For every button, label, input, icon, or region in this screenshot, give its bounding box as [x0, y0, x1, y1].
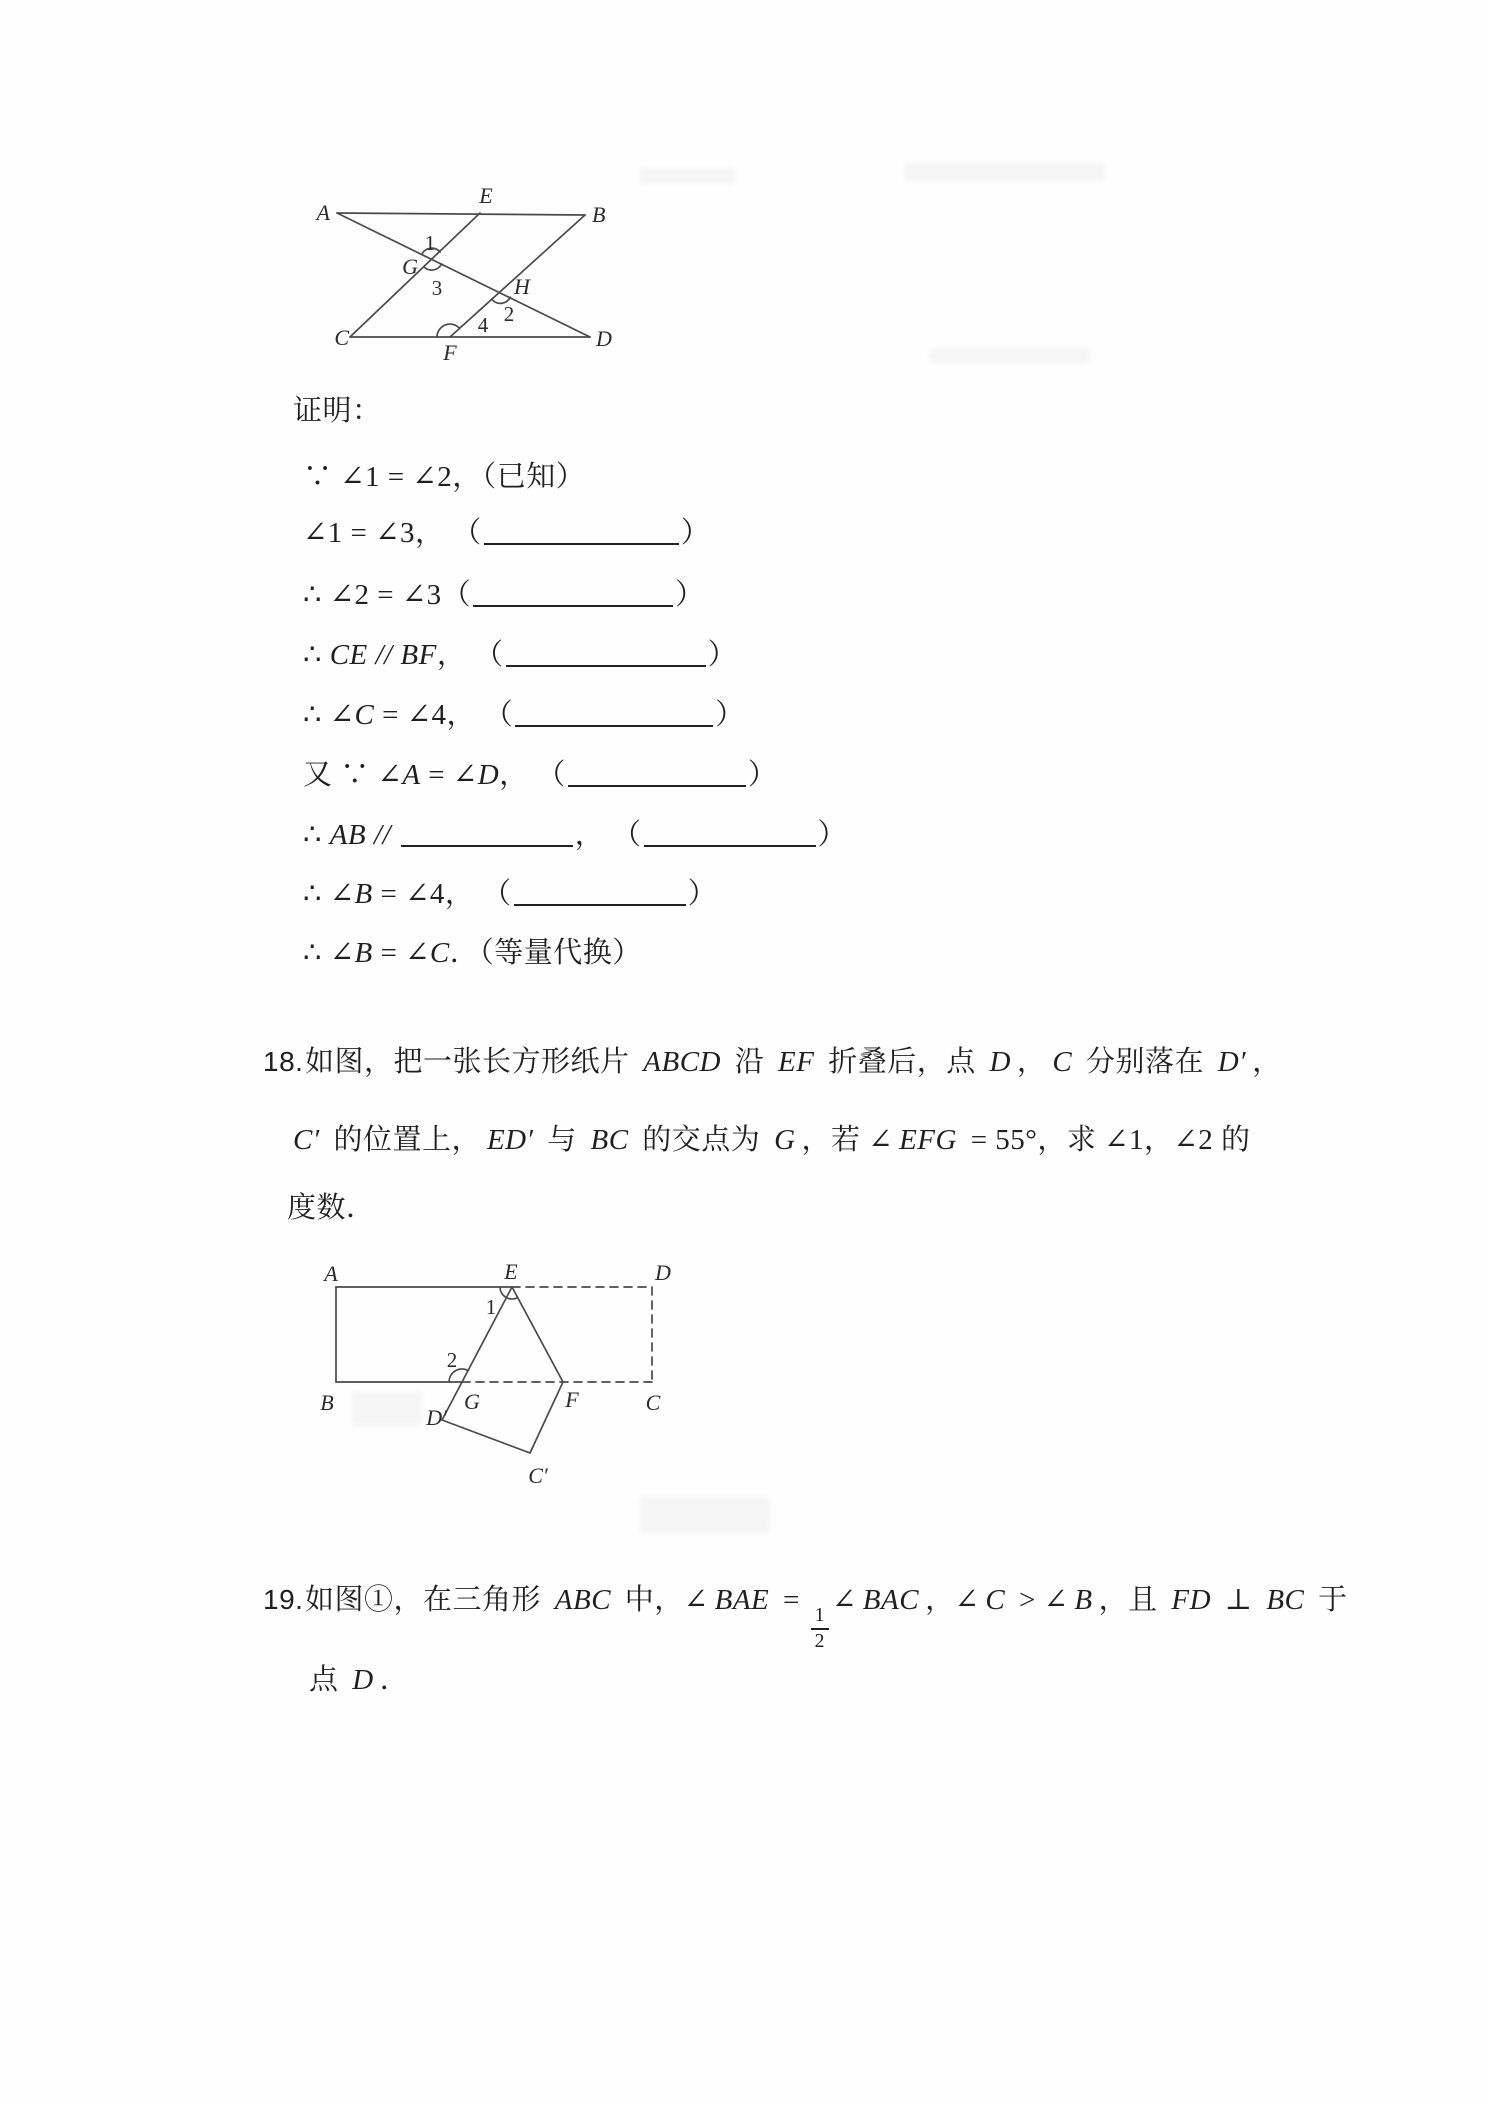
- proof-line-5: [303, 692, 745, 733]
- text-segment: ED′: [486, 1124, 534, 1156]
- proof-line-7: [303, 812, 847, 853]
- text-segment: ）: [707, 639, 738, 671]
- problem-19-line-2: [263, 1660, 409, 1700]
- text-segment: = 55°，求 ∠1，∠2 的: [962, 1124, 1251, 1156]
- blank-line: [473, 575, 673, 607]
- blank-line: [401, 815, 573, 847]
- text-segment: ，: [1016, 1046, 1047, 1078]
- text-segment: ∴: [303, 639, 330, 671]
- label-angle-1: 1: [424, 231, 436, 255]
- text-segment: ∴ ∠: [303, 937, 355, 969]
- text-segment: ∴ ∠2 = ∠3（: [303, 579, 472, 611]
- text-segment: 度数．: [287, 1192, 376, 1224]
- text-segment: 沿: [726, 1046, 772, 1078]
- text-segment: ∠1 = ∠3， （: [303, 517, 482, 549]
- blank-line: [514, 874, 686, 906]
- proof-block: [293, 378, 1113, 988]
- text-segment: ABCD: [643, 1046, 721, 1078]
- text-segment: BAC: [862, 1584, 920, 1616]
- text-segment: 分别落在: [1078, 1046, 1212, 1078]
- text-segment: B: [354, 937, 373, 969]
- text-segment: C: [354, 699, 375, 731]
- problem-19: [263, 1580, 1353, 1720]
- text-segment: 如图，把一张长方形纸片: [305, 1046, 638, 1078]
- problem-19-text-1: [305, 1580, 1348, 1652]
- text-segment: ，: [1252, 1046, 1282, 1078]
- fraction: $\frac{1}{2}$: [811, 1606, 829, 1651]
- text-segment: 又 ∵ ∠: [303, 759, 403, 791]
- text-segment: = ∠4， （: [374, 699, 514, 731]
- text-segment: ，且: [1098, 1584, 1166, 1616]
- label-H: H: [514, 274, 530, 299]
- text-segment: 与: [539, 1124, 585, 1156]
- proof-line-2: [303, 510, 710, 551]
- label-angle-3: 3: [431, 276, 443, 300]
- text-segment: ）: [817, 819, 848, 851]
- label-D: D: [655, 1260, 671, 1285]
- label-B: B: [592, 202, 606, 227]
- label-C: C: [645, 1390, 661, 1415]
- label-F: F: [565, 1387, 579, 1412]
- text-segment: BC: [590, 1124, 629, 1156]
- text-segment: ， （: [436, 639, 504, 671]
- text-segment: ）: [715, 699, 745, 731]
- text-segment: = ∠: [420, 759, 478, 791]
- text-segment: ）: [747, 759, 778, 791]
- label-G: G: [464, 1389, 480, 1414]
- text-segment: ， （: [499, 759, 566, 791]
- scan-artifact: [640, 1497, 770, 1533]
- blank-line: [644, 815, 816, 847]
- problem-18-number: 18.: [263, 1046, 304, 1077]
- text-segment: D′: [1217, 1046, 1247, 1078]
- proof-line-4: [303, 632, 737, 673]
- text-segment: 的位置上，: [325, 1124, 481, 1156]
- problem-18-line-1: [263, 1042, 1282, 1082]
- text-segment: 于: [1310, 1584, 1348, 1616]
- label-C: C: [334, 325, 349, 350]
- blank-line: [568, 755, 746, 787]
- problem-18-line-3: [263, 1188, 376, 1228]
- proof-line-6: [303, 752, 777, 793]
- text-segment: ∴: [303, 819, 330, 851]
- text-segment: C: [985, 1584, 1006, 1616]
- segment-AD: [337, 213, 590, 337]
- problem-18-line-2: [263, 1120, 1251, 1160]
- text-segment: ⊥: [1217, 1584, 1261, 1616]
- text-segment: = ∠4， （: [372, 878, 512, 910]
- text-segment: ， （: [574, 819, 642, 851]
- scan-artifact: [905, 163, 1105, 181]
- text-segment: ∵ ∠1 = ∠2，（已知）: [303, 461, 586, 493]
- text-segment: B: [1074, 1584, 1093, 1616]
- text-segment: B: [354, 878, 373, 910]
- text-segment: C: [429, 937, 450, 969]
- text-segment: 点: [309, 1664, 347, 1696]
- text-segment: BC: [1266, 1584, 1305, 1616]
- label-E: E: [479, 183, 493, 208]
- proof-line-8: [303, 871, 717, 912]
- text-segment: =: [775, 1584, 808, 1616]
- fold-Dprime-Cprime: [442, 1420, 530, 1453]
- text-segment: ABC: [554, 1584, 612, 1616]
- text-segment: ∴ ∠: [303, 878, 355, 910]
- label-A: A: [324, 1261, 338, 1286]
- proof-title: 证明：: [293, 395, 382, 427]
- segment-AB: [337, 213, 585, 215]
- fold-EF: [512, 1287, 563, 1382]
- proof-line-9: [303, 930, 642, 971]
- problem-18-text-1: [305, 1042, 1282, 1082]
- text-segment: ）: [687, 878, 718, 910]
- text-segment: C: [1052, 1046, 1073, 1078]
- label-angle-2: 2: [446, 1348, 458, 1372]
- text-segment: ）: [680, 517, 711, 549]
- text-segment: 中，∠: [617, 1584, 709, 1616]
- proof-line-1: [303, 454, 585, 495]
- label-G: G: [402, 254, 418, 279]
- scan-artifact: [640, 168, 735, 184]
- blank-line: [515, 695, 713, 727]
- label-D-prime: D′: [426, 1405, 447, 1430]
- text-segment: 折叠后，点: [820, 1046, 984, 1078]
- text-segment: C′: [293, 1124, 320, 1156]
- text-segment: ，∠: [925, 1584, 980, 1616]
- label-angle-4: 4: [477, 313, 489, 337]
- text-segment: EF: [778, 1046, 815, 1078]
- text-segment: A: [402, 759, 421, 791]
- label-angle-2: 2: [503, 302, 515, 326]
- text-segment: D: [989, 1046, 1011, 1078]
- label-F: F: [443, 340, 457, 365]
- label-B: B: [320, 1390, 334, 1415]
- text-segment: > ∠: [1011, 1584, 1069, 1616]
- text-segment: D: [477, 759, 500, 791]
- label-C-prime: C′: [528, 1463, 548, 1488]
- label-angle-1: 1: [485, 1295, 497, 1319]
- proof-line-3: [303, 572, 705, 613]
- label-A: A: [316, 200, 330, 225]
- problem-19-line-1: [263, 1580, 1348, 1652]
- text-segment: ）: [675, 579, 705, 611]
- text-segment: [391, 819, 399, 851]
- text-segment: G: [774, 1124, 796, 1156]
- fold-Cprime-F: [530, 1382, 563, 1453]
- text-segment: EFG: [899, 1124, 957, 1156]
- text-segment: ．（等量代换）: [449, 937, 642, 969]
- text-segment: FD: [1171, 1584, 1212, 1616]
- text-segment: = ∠: [372, 937, 430, 969]
- blank-line: [484, 513, 679, 545]
- text-segment: BAE: [714, 1584, 770, 1616]
- figure-2-folded-rectangle: [310, 1253, 685, 1498]
- text-segment: 的交点为: [634, 1124, 769, 1156]
- figure-1-crossing-lines: [300, 180, 630, 375]
- text-segment: ，若 ∠: [801, 1124, 894, 1156]
- text-segment: ∠: [831, 1584, 857, 1616]
- problem-19-number: 19.: [263, 1584, 304, 1615]
- text-segment: ∴ ∠: [303, 699, 355, 731]
- scan-artifact: [930, 348, 1090, 363]
- text-segment: D: [352, 1664, 374, 1696]
- label-D: D: [596, 326, 612, 351]
- text-segment: CE // BF: [329, 639, 437, 671]
- label-E: E: [504, 1259, 518, 1284]
- text-segment: ．: [379, 1664, 410, 1696]
- text-segment: AB //: [329, 819, 391, 851]
- problem-18: [263, 1042, 1353, 1242]
- text-segment: 如图①，在三角形: [305, 1584, 549, 1616]
- blank-line: [506, 635, 706, 667]
